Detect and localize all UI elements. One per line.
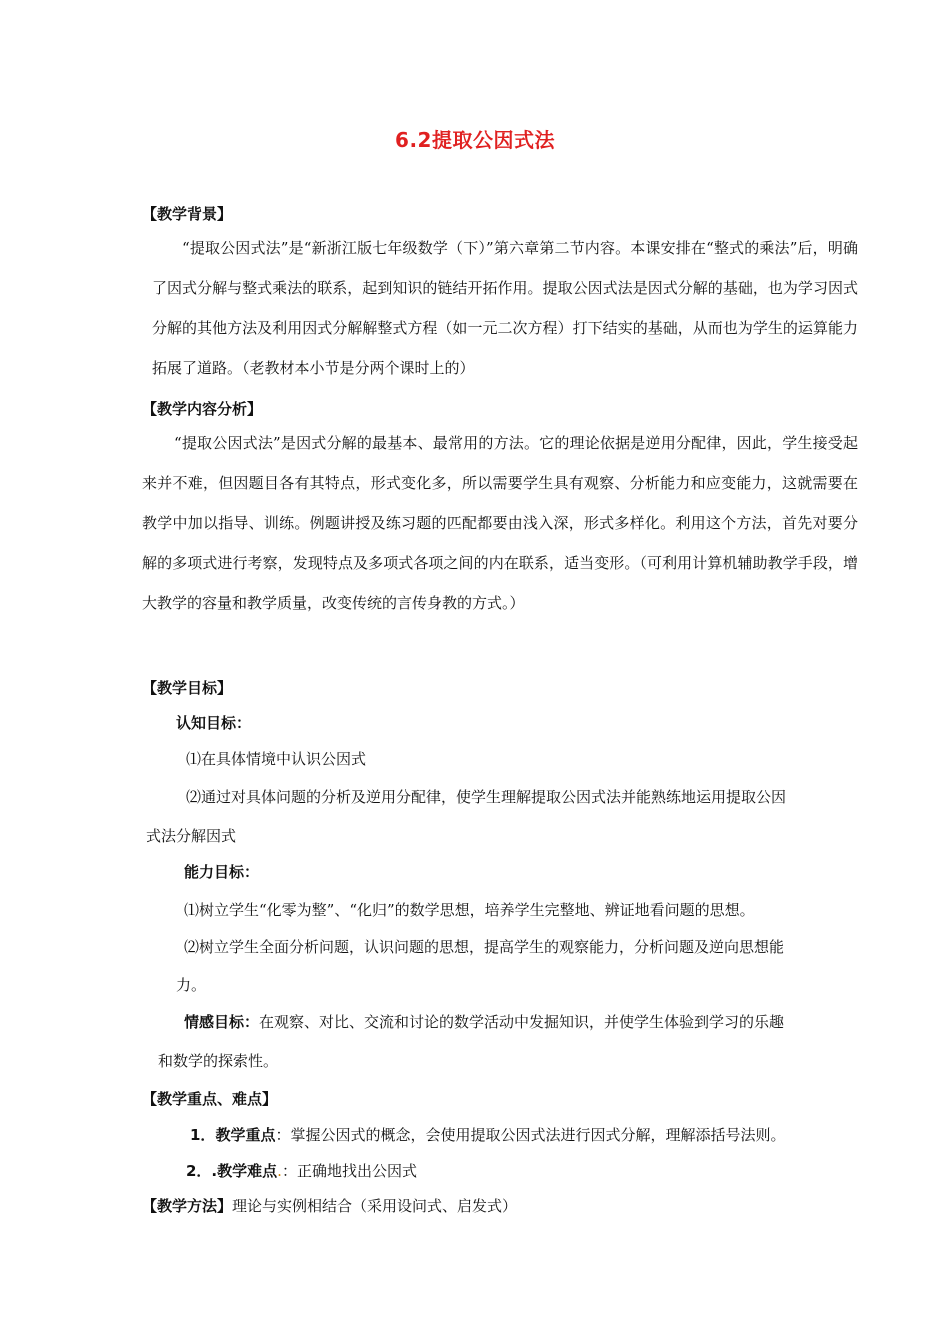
key-point-text: ：掌握公因式的概念，会使用提取公因式法进行因式分解，理解添括号法则。	[275, 1126, 786, 1144]
ability-objective-2: ⑵树立学生全面分析问题，认识问题的思想，提高学生的观察能力，分析问题及逆向思想能	[184, 938, 785, 956]
ability-objectives-label: 能力目标：	[184, 863, 260, 881]
teaching-method	[142, 1195, 517, 1216]
ability-objective-1: ⑴树立学生“化零为整”、“化归”的数学思想，培养学生完整地、辨证地看问题的思想。	[184, 901, 755, 919]
key-point-item	[190, 1124, 785, 1145]
background-paragraph: “提取公因式法”是“新浙江版七年级数学（下）”第六章第二节内容。本课安排在“整式的乘法”后，明确了因式分解与整式乘法的联系，起到知识的链结开拓作用。提取公因式法是因式分解的基础，也为学习因式分解的其他方法及利用因式分解解整式方程（如一元二次方程）打下结实的基础，从而也为学生的运算能力拓展了道路。（老教材本小节是分两个课时上的）	[152, 239, 858, 377]
emotion-objective-continued: 和数学的探索性。	[158, 1052, 279, 1070]
difficulty-item	[186, 1160, 417, 1181]
cognitive-objective-2-continued: 式法分解因式	[146, 827, 237, 845]
ability-objective-2-continued: 力。	[176, 976, 207, 994]
teaching-method-text: 理论与实例相结合（采用设问式、启发式）	[232, 1197, 518, 1215]
heading-content-analysis: 【教学内容分析】	[142, 400, 263, 418]
emotion-objective-text: 在观察、对比、交流和讨论的数学活动中发掘知识，并使学生体验到学习的乐趣	[259, 1013, 785, 1031]
content-analysis-paragraph: “提取公因式法”是因式分解的最基本、最常用的方法。它的理论依据是逆用分配律，因此，学生接受起来并不难，但因题目各有其特点，形式变化多，所以需要学生具有观察、分析能力和应变能力，这就需要在教学中加以指导、训练。例题讲授及练习题的匹配都要由浅入深，形式多样化。利用这个方法，首先对要分解的多项式进行考察，发现特点及多项式各项之间的内在联系，适当变形。（可利用计算机辅助教学手段，增大教学的容量和教学质量，改变传统的言传身教的方式。）	[142, 434, 858, 612]
key-point-number: 1．	[190, 1126, 216, 1144]
document-title: 6.2提取公因式法	[395, 128, 555, 152]
difficulty-label: 教学难点	[217, 1162, 278, 1180]
cognitive-objective-1: ⑴在具体情境中认识公因式	[186, 750, 367, 768]
difficulty-text: ：正确地找出公因式	[281, 1162, 417, 1180]
emotion-objective	[184, 1011, 784, 1032]
cognitive-objective-2: ⑵通过对具体问题的分析及逆用分配律，使学生理解提取公因式法并能熟练地运用提取公因	[186, 788, 787, 806]
emotion-objectives-label: 情感目标：	[184, 1013, 260, 1031]
heading-key-points: 【教学重点、难点】	[142, 1090, 278, 1108]
key-point-label: 教学重点	[215, 1126, 276, 1144]
heading-teaching-objectives: 【教学目标】	[142, 679, 233, 697]
heading-teaching-method: 【教学方法】	[142, 1197, 233, 1215]
cognitive-objectives-label: 认知目标：	[176, 714, 252, 732]
difficulty-number: 2．.	[186, 1162, 218, 1180]
difficulty-mark: .	[277, 1162, 282, 1180]
heading-teaching-background: 【教学背景】	[142, 205, 233, 223]
